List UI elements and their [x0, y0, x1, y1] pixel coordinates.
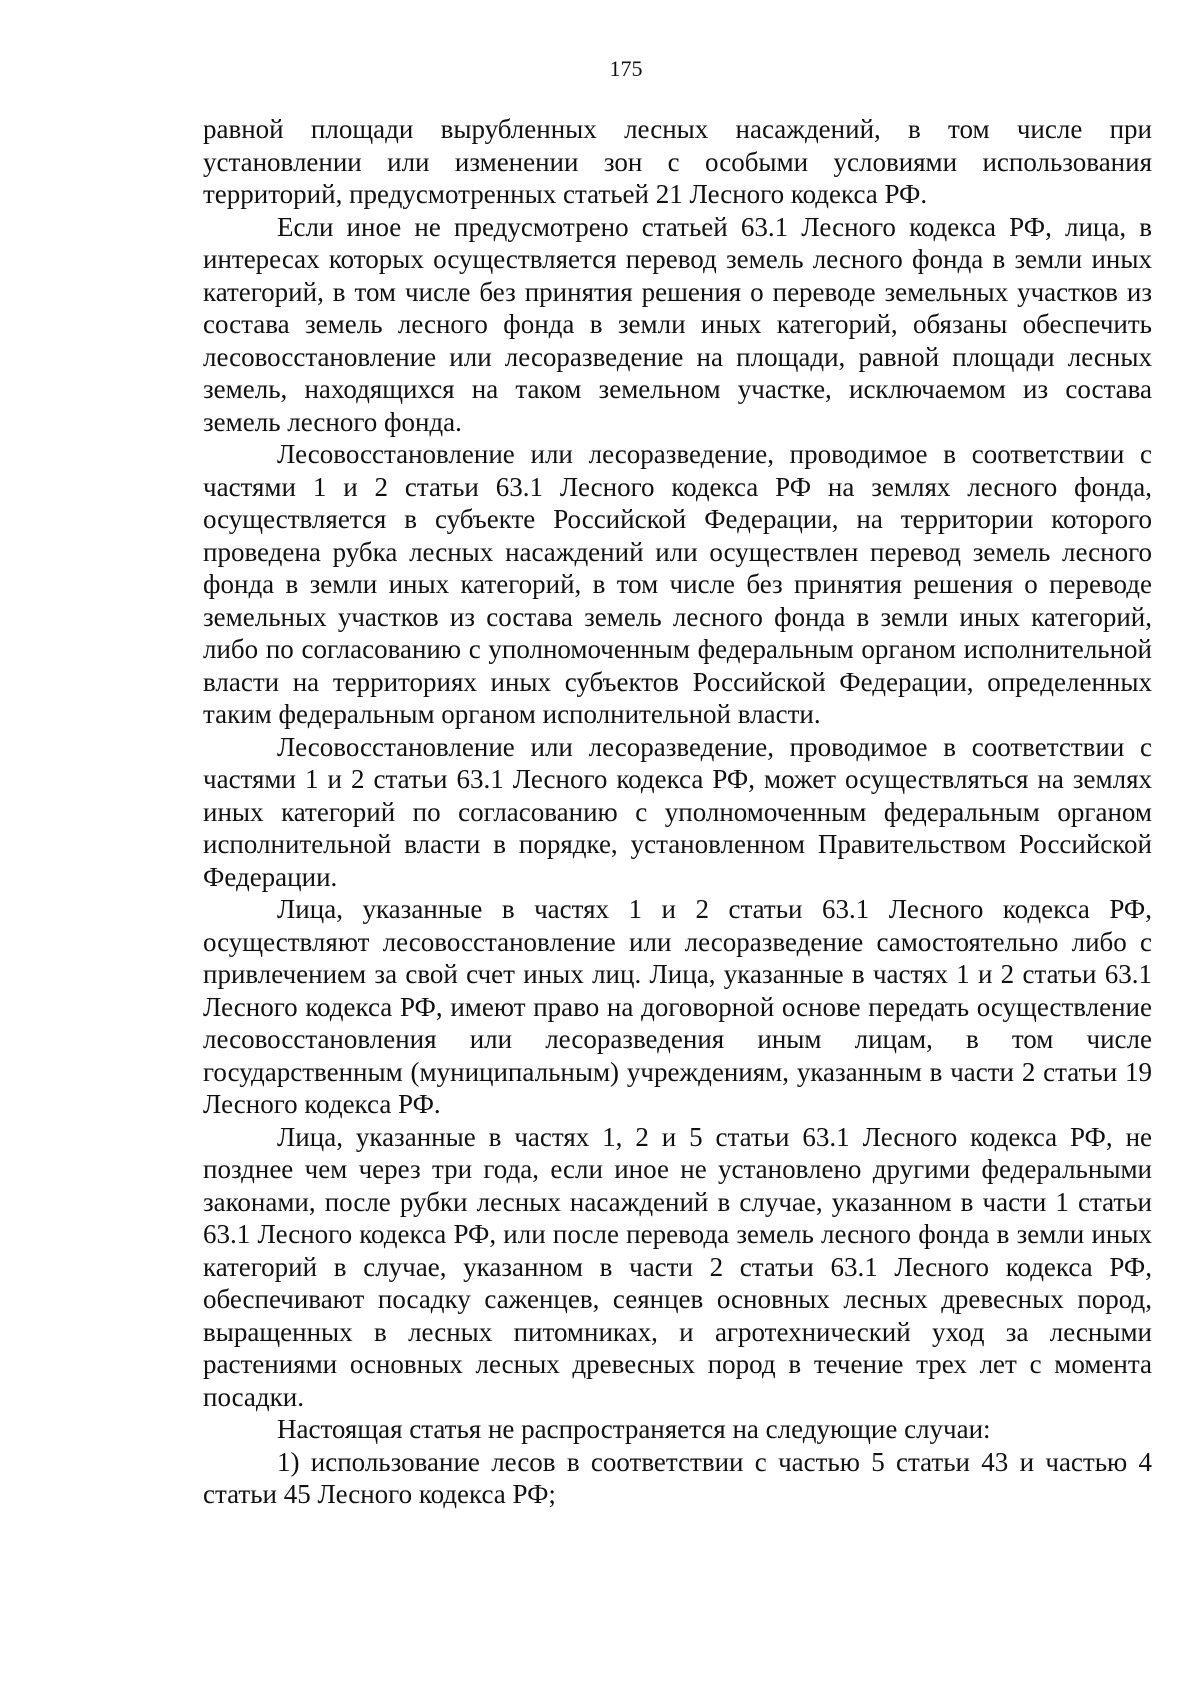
paragraph: Лица, указанные в частях 1 и 2 статьи 63.1 Лесного кодекса РФ, осуществляют лесовосстановление или лесоразведение самостоятельно либо с привлечением за свой счет иных лиц. Лица, указанные в частях 1 и 2 статьи 63.1 Лесного кодекса РФ, имеют право на договорной основе передать осуществление лесовосстановления или лесоразведения иным лицам, в том числе государственным (муниципальным) учреждениям, указанным в части 2 статьи 19 Лесного кодекса РФ.	[203, 894, 1152, 1119]
paragraph: Лесовосстановление или лесоразведение, проводимое в соответствии с частями 1 и 2 статьи 63.1 Лесного кодекса РФ, может осуществляться на землях иных категорий по согласованию с уполномоченным федеральным органом исполнительной власти в порядке, установленном Правительством Российской Федерации.	[203, 731, 1152, 892]
paragraph: Настоящая статья не распространяется на следующие случаи:	[277, 1414, 991, 1444]
paragraph-continuation: равной площади вырубленных лесных насаждений, в том числе при установлении или изменении зон с особыми условиями использования территорий, предусмотренных статьей 21 Лесного кодекса РФ.	[203, 114, 1152, 209]
document-body	[203, 113, 1152, 1511]
paragraph: Лица, указанные в частях 1, 2 и 5 статьи 63.1 Лесного кодекса РФ, не позднее чем через три года, если иное не установлено другими федеральными законами, после рубки лесных насаждений в случае, указанном в части 1 статьи 63.1 Лесного кодекса РФ, или после перевода земель лесного фонда в земли иных категорий в случае, указанном в части 2 статьи 63.1 Лесного кодекса РФ, обеспечивают посадку саженцев, сеянцев основных лесных древесных пород, выращенных в лесных питомниках, и агротехнический уход за лесными растениями основных лесных древесных пород в течение трех лет с момента посадки.	[203, 1121, 1152, 1412]
paragraph: Лесовосстановление или лесоразведение, проводимое в соответствии с частями 1 и 2 статьи 63.1 Лесного кодекса РФ на землях лесного фонда, осуществляется в субъекте Российской Федерации, на территории которого проведена рубка лесных насаждений или осуществлен перевод земель лесного фонда в земли иных категорий, в том числе без принятия решения о переводе земельных участков из состава земель лесного фонда в земли иных категорий, либо по согласованию с уполномоченным федеральным органом исполнительной власти на территориях иных субъектов Российской Федерации, определенных таким федеральным органом исполнительной власти.	[203, 439, 1152, 729]
page-number: 175	[609, 56, 643, 81]
paragraph: Если иное не предусмотрено статьей 63.1 Лесного кодекса РФ, лица, в интересах которых осуществляется перевод земель лесного фонда в земли иных категорий, в том числе без принятия решения о переводе земельных участков из состава земель лесного фонда в земли иных категорий, обязаны обеспечить лесовосстановление или лесоразведение на площади, равной площади лесных земель, находящихся на таком земельном участке, исключаемом из состава земель лесного фонда.	[203, 211, 1152, 437]
list-item: 1) использование лесов в соответствии с частью 5 статьи 43 и частью 4 статьи 45 Лесного кодекса РФ;	[203, 1446, 1152, 1509]
